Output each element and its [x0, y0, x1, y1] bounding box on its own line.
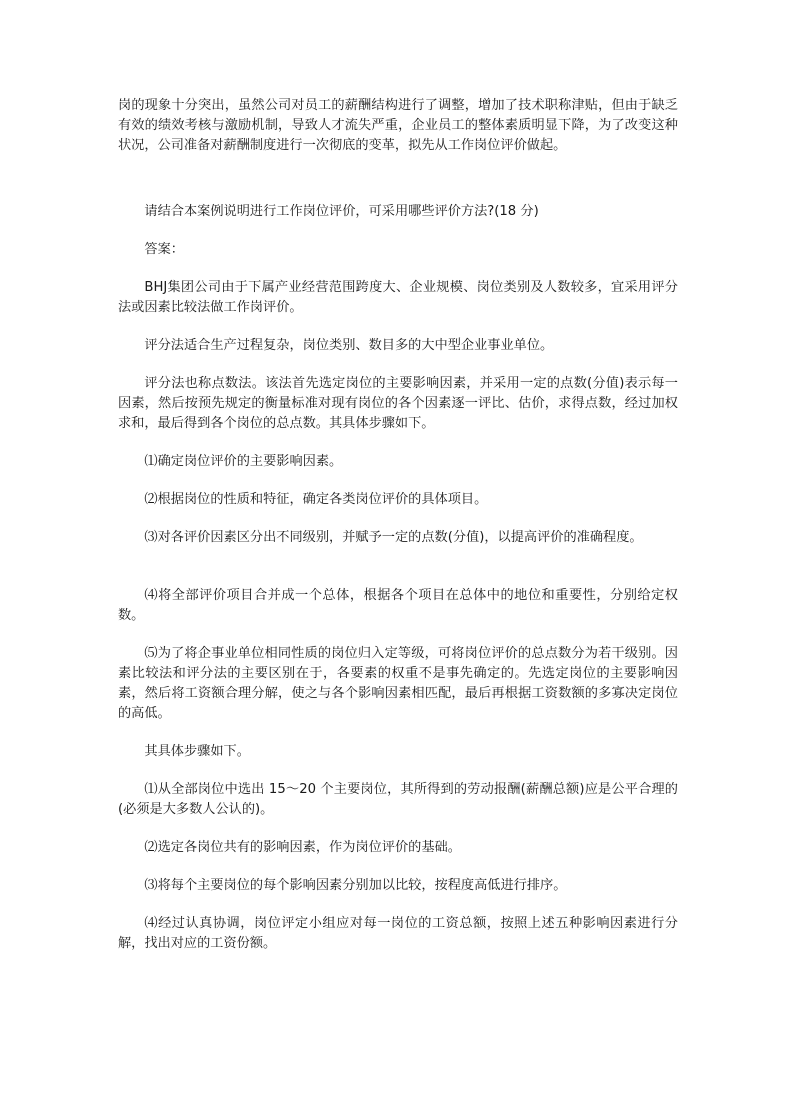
paragraph-factor-step-4: ⑷经过认真协调，岗位评定小组应对每一岗位的工资总额，按照上述五种影响因素进行分解，找出对应的工资份额。	[118, 916, 678, 951]
paragraph-steps-heading: 其具体步骤如下。	[144, 744, 250, 759]
paragraph-factor-step-2: ⑵选定各岗位共有的影响因素，作为岗位评价的基础。	[144, 840, 461, 855]
paragraph-intro: 岗的现象十分突出，虽然公司对员工的薪酬结构进行了调整，增加了技术职称津贴，但由于缺乏有效的绩效考核与激励机制，导致人才流失严重，企业员工的整体素质明显下降，为了改变这种状况，公司准备对薪酬制度进行一次彻底的变革，拟先从工作岗位评价做起。	[118, 98, 678, 153]
paragraph-step-4: ⑷将全部评价项目合并成一个总体，根据各个项目在总体中的地位和重要性，分别给定权数。	[118, 588, 678, 623]
paragraph-answer-label: 答案：	[144, 242, 184, 257]
paragraph-step-2: ⑵根据岗位的性质和特征，确定各类岗位评价的具体项目。	[144, 492, 488, 507]
paragraph-scoring-scope: 评分法适合生产过程复杂，岗位类别、数目多的大中型企业事业单位。	[144, 338, 554, 353]
paragraph-factor-step-1: ⑴从全部岗位中选出 15～20 个主要岗位，其所得到的劳动报酬(薪酬总额)应是公平合理的(必须是大多数人公认的)。	[118, 782, 678, 817]
paragraph-question: 请结合本案例说明进行工作岗位评价，可采用哪些评价方法?(18 分)	[144, 204, 539, 219]
paragraph-factor-step-3: ⑶将每个主要岗位的每个影响因素分别加以比较，按程度高低进行排序。	[144, 878, 567, 893]
paragraph-step-5: ⑸为了将企事业单位相同性质的岗位归入定等级，可将岗位评价的总点数分为若干级别。因素比较法和评分法的主要区别在于，各要素的权重不是事先确定的。先选定岗位的主要影响因素，然后将工资额合理分解，使之与各个影响因素相匹配，最后再根据工资数额的多寡决定岗位的高低。	[118, 646, 678, 721]
paragraph-scoring-definition: 评分法也称点数法。该法首先选定岗位的主要影响因素，并采用一定的点数(分值)表示每一因素，然后按预先规定的衡量标准对现有岗位的各个因素逐一评比、估价，求得点数，经过加权求和，最后得到各个岗位的总点数。其具体步骤如下。	[118, 376, 678, 431]
paragraph-step-1: ⑴确定岗位评价的主要影响因素。	[144, 454, 343, 469]
paragraph-answer-intro: BHJ集团公司由于下属产业经营范围跨度大、企业规模、岗位类别及人数较多，宜采用评分法或因素比较法做工作岗评价。	[118, 280, 678, 315]
document-body	[118, 96, 678, 954]
paragraph-step-3: ⑶对各评价因素区分出不同级别，并赋予一定的点数(分值)，以提高评价的准确程度。	[144, 530, 643, 545]
